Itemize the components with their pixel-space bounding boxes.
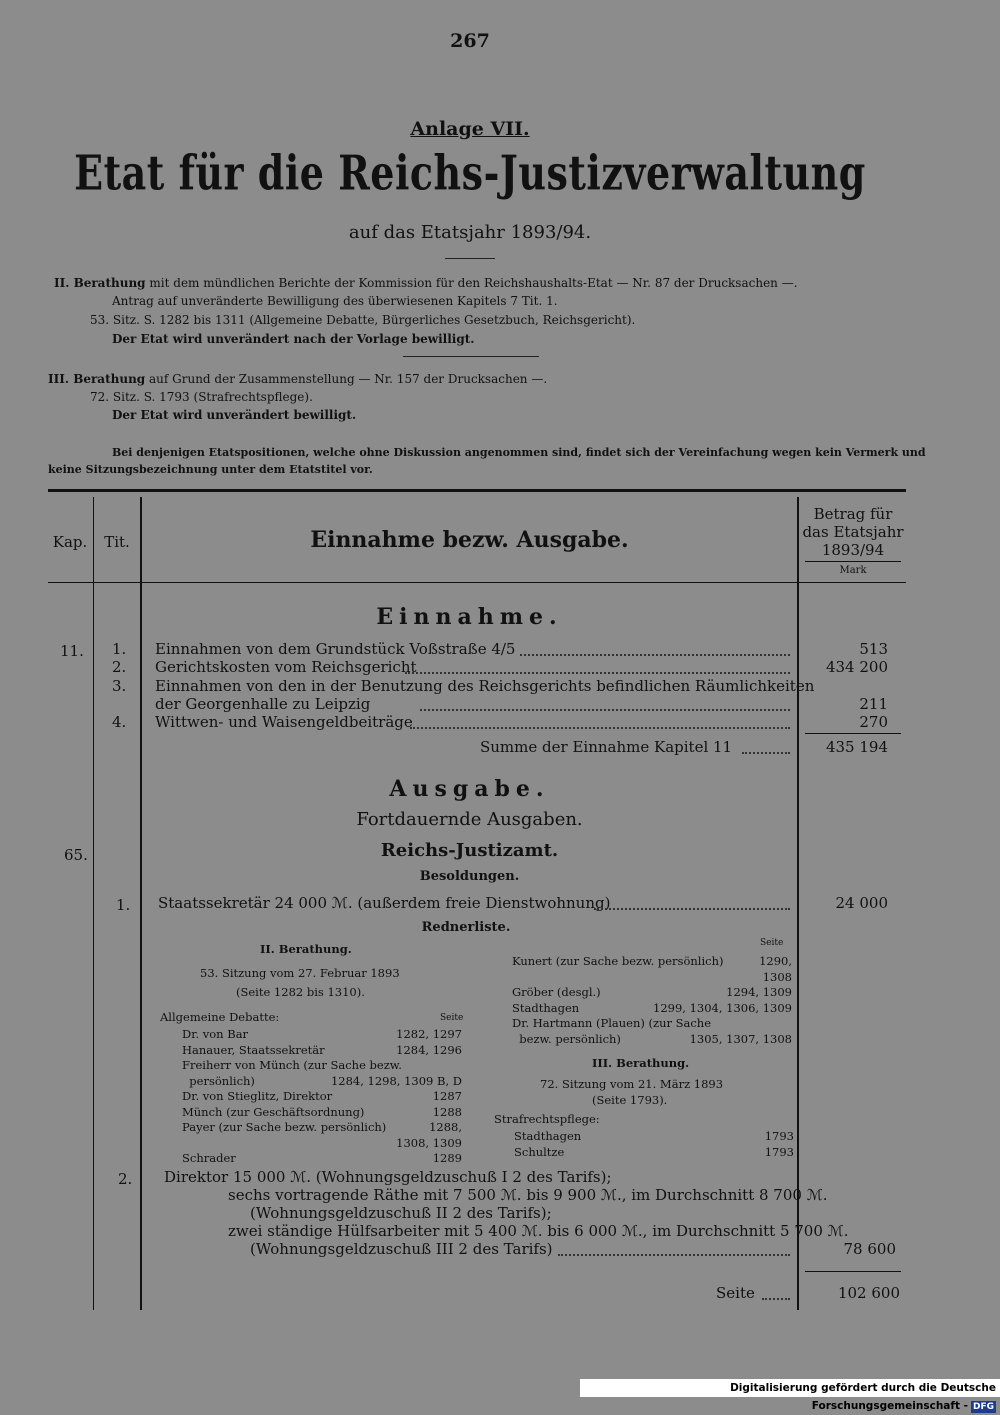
header-betrag-3: 1893/94 — [821, 541, 885, 559]
speaker-name: Dr. Hartmann (Plauen) (zur Sache — [512, 1016, 712, 1030]
speaker-pages: 1288, — [429, 1120, 462, 1134]
row2-line2: sechs vortragende Räthe mit 7 500 ℳ. bis 9 900 ℳ., im Durchschnitt 8 700 ℳ. — [228, 1186, 828, 1204]
speakers-left-debatte: Allgemeine Debatte: — [160, 1010, 280, 1024]
einnahme-sum-label: Summe der Einnahme Kapitel 11 — [480, 738, 733, 756]
speakers-right-seite: (Seite 1793). — [592, 1093, 668, 1107]
speakers-right-sitzung: 72. Sitzung vom 21. März 1893 — [540, 1077, 724, 1091]
speaker-entry — [182, 1120, 462, 1136]
row2-line1: Direktor 15 000 ℳ. (Wohnungsgeldzuschuß I 2 des Tarifs); — [164, 1168, 612, 1186]
divider — [403, 356, 539, 357]
speaker-name: Stadthagen — [514, 1129, 582, 1143]
speaker-entry — [512, 970, 792, 986]
speaker-pages: 1299, 1304, 1306, 1309 — [653, 1000, 792, 1015]
digitization-footer — [580, 1379, 1000, 1412]
einnahme-tit-2: 2. — [112, 658, 127, 676]
beratung2-line1 — [54, 276, 798, 290]
leader-dots — [410, 727, 790, 729]
beratung3-head: III. Berathung — [48, 372, 146, 386]
ausgabe-amount-2: 78 600 — [843, 1240, 896, 1258]
beratung3-rest: auf Grund der Zusammenstellung — Nr. 157 der Drucksachen —. — [149, 372, 548, 386]
einnahme-text-2: Gerichtskosten vom Reichsgericht — [155, 658, 417, 676]
speaker-name: Hanauer, Staatssekretär — [182, 1042, 325, 1057]
einnahme-amount-1: 513 — [859, 640, 888, 658]
page-title: Etat für die Reichs-Justizverwaltung — [74, 144, 866, 201]
seite-label: Seite — [716, 1284, 755, 1302]
header-main: Einnahme bezw. Ausgabe. — [310, 527, 629, 553]
sum-rule — [805, 1271, 901, 1272]
leader-dots — [594, 908, 790, 910]
beratung3-line1 — [48, 372, 547, 386]
header-kap: Kap. — [52, 533, 88, 551]
anlage-label: Anlage VII. — [410, 118, 530, 140]
beratung2-rest: mit dem mündlichen Berichte der Kommission für den Reichshaushalts-Etat — Nr. 87 der Drucksachen —. — [149, 276, 798, 290]
speaker-pages: 1284, 1298, 1309 B, D — [330, 1073, 462, 1088]
ausgabe-tit-1: 1. — [116, 896, 131, 914]
beratung2-line3: 53. Sitz. S. 1282 bis 1311 (Allgemeine Debatte, Bürgerliches Gesetzbuch, Reichsgericht). — [90, 313, 636, 327]
einnahme-text-1: Einnahmen von dem Grundstück Voßstraße 4/5 — [155, 640, 516, 658]
speaker-entry — [182, 1027, 462, 1043]
leader-dots — [558, 1254, 790, 1256]
einnahme-text-3: Einnahmen von den in der Benutzung des Reichsgerichts befindlichen Räumlichkeiten — [155, 677, 815, 695]
leader-dots — [420, 709, 790, 711]
speaker-entry — [182, 1089, 462, 1105]
speaker-name: Stadthagen — [512, 1000, 580, 1015]
ausgabe-kap: 65. — [64, 846, 88, 864]
speaker-name: Münch (zur Geschäftsordnung) — [182, 1104, 365, 1119]
speaker-name: Schrader — [182, 1151, 236, 1165]
seite-amount: 102 600 — [837, 1284, 900, 1302]
speaker-pages: 1290, — [759, 954, 792, 968]
einnahme-tit-1: 1. — [112, 640, 127, 658]
sum-rule — [805, 733, 901, 734]
speaker-name: Dr. von Stieglitz, Direktor — [182, 1089, 333, 1103]
speaker-pages: 1282, 1297 — [396, 1027, 462, 1041]
einnahme-kap: 11. — [60, 642, 84, 660]
ausgabe-tit-2: 2. — [118, 1170, 133, 1188]
header-tit: Tit. — [104, 533, 130, 551]
row2-line4: zwei ständige Hülfsarbeiter mit 5 400 ℳ. bis 6 000 ℳ., im Durchschnitt 5 700 ℳ. — [228, 1222, 849, 1240]
speaker-pages: 1284, 1296 — [396, 1042, 462, 1057]
footer-text: Digitalisierung gefördert durch die Deutsche Forschungsgemeinschaft - — [730, 1382, 996, 1412]
speaker-pages: 1294, 1309 — [726, 985, 792, 999]
ausgabe-sub2: Reichs-Justizamt. — [380, 840, 559, 861]
speakers-right-list — [512, 954, 792, 1047]
speaker-name: bezw. persönlich) — [512, 1031, 621, 1046]
speaker-entry — [182, 1136, 462, 1152]
speaker-entry — [514, 1145, 794, 1161]
speaker-pages: 1305, 1307, 1308 — [689, 1031, 792, 1046]
page-subtitle: auf das Etatsjahr 1893/94. — [348, 222, 592, 243]
seite-label-left: Seite — [440, 1013, 464, 1023]
beratung2-head: II. Berathung — [54, 276, 146, 290]
speakers-left-heading: II. Berathung. — [260, 942, 352, 956]
speaker-entry — [512, 1032, 792, 1048]
leader-dots — [405, 672, 790, 674]
speaker-entry — [182, 1058, 462, 1074]
speaker-entry — [182, 1105, 462, 1121]
besoldungen-heading: Besoldungen. — [419, 869, 520, 884]
header-bottom-rule — [48, 582, 906, 583]
row2-line5: (Wohnungsgeldzuschuß III 2 des Tarifs) — [250, 1240, 553, 1258]
speaker-pages: 1308, 1309 — [396, 1135, 462, 1150]
col-rule-kap — [93, 497, 94, 1310]
speaker-pages: 1793 — [764, 1144, 794, 1159]
leader-dots — [742, 752, 790, 754]
beratung3-line2: 72. Sitz. S. 1793 (Strafrechtspflege). — [90, 390, 313, 404]
speaker-entry — [512, 1001, 792, 1017]
note-line1: Bei denjenigen Etatspositionen, welche ohne Diskussion angenommen sind, findet sich der Vereinfachung wegen kein Vermerk und — [112, 446, 926, 459]
leader-dots — [520, 654, 790, 656]
speaker-pages: 1308 — [762, 969, 792, 984]
speaker-name: Gröber (desgl.) — [512, 985, 601, 999]
einnahme-sum-amount: 435 194 — [825, 738, 888, 756]
einnahme-amount-4: 270 — [859, 713, 888, 731]
speaker-name: Dr. von Bar — [182, 1027, 249, 1041]
ausgabe-sub1: Fortdauernde Ausgaben. — [356, 809, 583, 830]
header-betrag-2: das Etatsjahr — [802, 523, 904, 541]
einnahme-amount-3: 211 — [859, 695, 888, 713]
speaker-name: persönlich) — [182, 1073, 255, 1088]
betrag-rule — [805, 561, 901, 562]
speaker-pages: 1287 — [432, 1089, 462, 1103]
ausgabe-amount-1: 24 000 — [835, 894, 888, 912]
speaker-name: Schultze — [514, 1144, 565, 1159]
header-betrag-1: Betrag für — [813, 505, 893, 523]
einnahme-tit-4: 4. — [112, 713, 127, 731]
note-line2: keine Sitzungsbezeichnung unter dem Etatstitel vor. — [48, 463, 373, 476]
speakers-right-list2 — [514, 1129, 794, 1160]
speaker-entry — [512, 954, 792, 970]
einnahme-amount-2: 434 200 — [825, 658, 888, 676]
einnahme-tit-3: 3. — [112, 677, 127, 695]
speaker-name: Kunert (zur Sache bezw. persönlich) — [512, 954, 724, 968]
einnahme-text-4: Wittwen- und Waisengeldbeiträge — [155, 713, 413, 731]
einnahme-text-3b: der Georgenhalle zu Leipzig — [155, 695, 371, 713]
speaker-pages: 1793 — [764, 1129, 794, 1143]
beratung3-line3: Der Etat wird unverändert bewilligt. — [112, 408, 357, 422]
row2-line3: (Wohnungsgeldzuschuß II 2 des Tarifs); — [250, 1204, 552, 1222]
speakers-right-heading: III. Berathung. — [592, 1056, 690, 1070]
einnahme-heading: Einnahme. — [376, 604, 563, 630]
dfg-logo-icon: DFG — [972, 1402, 994, 1412]
seite-label-right: Seite — [760, 938, 784, 948]
speakers-left-list — [182, 1027, 462, 1167]
speaker-name: Payer (zur Sache bezw. persönlich) — [182, 1120, 387, 1134]
speaker-entry — [512, 985, 792, 1001]
rednerliste-heading: Rednerliste. — [421, 920, 511, 935]
page-number: 267 — [450, 30, 490, 52]
ausgabe-text-1: Staatssekretär 24 000 ℳ. (außerdem freie Dienstwohnung) — [158, 894, 611, 912]
speaker-entry — [512, 1016, 792, 1032]
beratung2-line4: Der Etat wird unverändert nach der Vorlage bewilligt. — [112, 332, 475, 346]
beratung2-line2: Antrag auf unveränderte Bewilligung des überwiesenen Kapitels 7 Tit. 1. — [112, 294, 558, 308]
speaker-entry — [182, 1074, 462, 1090]
ausgabe-heading: Ausgabe. — [389, 776, 550, 802]
table-top-rule — [48, 489, 906, 492]
speaker-entry — [514, 1129, 794, 1145]
speakers-left-seite: (Seite 1282 bis 1310). — [236, 985, 365, 999]
speaker-entry — [182, 1151, 462, 1167]
speakers-right-strafrecht: Strafrechtspflege: — [494, 1112, 600, 1126]
speaker-pages: 1288 — [432, 1104, 462, 1119]
speaker-name: Freiherr von Münch (zur Sache bezw. — [182, 1058, 402, 1072]
leader-dots — [762, 1298, 790, 1300]
divider — [445, 258, 495, 259]
header-mark: Mark — [839, 565, 867, 576]
speakers-left-sitzung: 53. Sitzung vom 27. Februar 1893 — [200, 966, 400, 980]
speaker-entry — [182, 1043, 462, 1059]
speaker-pages: 1289 — [432, 1151, 462, 1165]
